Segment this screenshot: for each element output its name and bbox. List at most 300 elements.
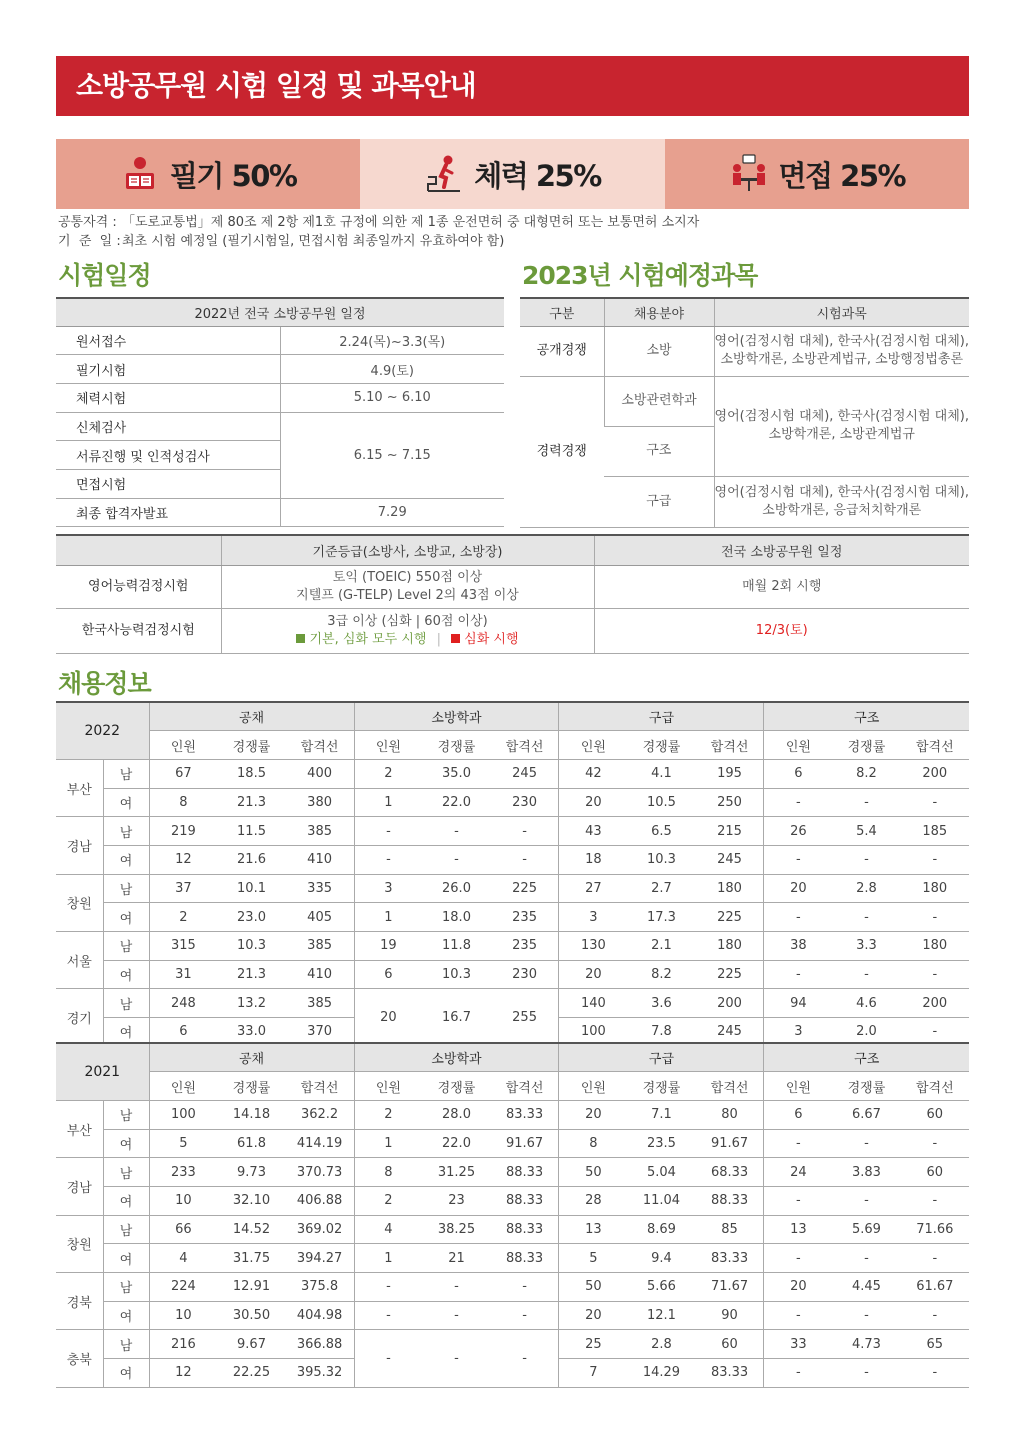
criteria-schedule: 매월 2회 시행 <box>594 565 969 608</box>
cell-value: 14.52 <box>217 1215 285 1244</box>
cell-value: 380 <box>286 788 354 817</box>
gender-label: 여 <box>103 1244 149 1273</box>
cell-value: - <box>832 1244 900 1273</box>
cell-value: - <box>901 788 969 817</box>
cell-value: 31 <box>149 960 217 989</box>
cell-value: 1 <box>354 788 422 817</box>
subjects-field: 구조 <box>604 426 714 476</box>
cell-value: 66 <box>149 1215 217 1244</box>
cell-value: 5 <box>559 1244 627 1273</box>
table-row <box>56 845 969 874</box>
table-row <box>56 355 504 384</box>
gender-label: 여 <box>103 1129 149 1158</box>
green-square-icon <box>296 634 305 643</box>
table-row <box>56 874 969 903</box>
cell-value: - <box>422 845 490 874</box>
schedule-value: 2.24(목)~3.3(목) <box>280 326 504 355</box>
cell-value: 33 <box>764 1330 832 1359</box>
region-name: 경남 <box>56 1158 103 1215</box>
cell-value: 248 <box>149 989 217 1018</box>
cell-value: 3 <box>764 1018 832 1047</box>
ratio-fitness <box>360 139 664 209</box>
cell-value: 6 <box>764 759 832 788</box>
cell-value: - <box>901 845 969 874</box>
subjects-field: 구급 <box>604 476 714 527</box>
cell-value: 83.33 <box>696 1244 764 1273</box>
cell-value: 12.91 <box>217 1273 285 1302</box>
cell-value: 22.0 <box>422 1129 490 1158</box>
cell-value: 18 <box>559 845 627 874</box>
cell-value: 2 <box>354 1186 422 1215</box>
sub-header: 합격선 <box>286 731 354 760</box>
criteria-header: 전국 소방공무원 일정 <box>594 535 969 565</box>
cell-value: 4.1 <box>627 759 695 788</box>
sub-header: 합격선 <box>696 1072 764 1101</box>
cell-value: 83.33 <box>491 1100 559 1129</box>
table-row <box>56 903 969 932</box>
cell-value: 50 <box>559 1273 627 1302</box>
sub-header: 인원 <box>354 731 422 760</box>
cell-value: 20 <box>764 874 832 903</box>
table-row <box>56 498 504 527</box>
gender-label: 여 <box>103 788 149 817</box>
recruit-table-2022 <box>56 701 969 1047</box>
subjects-field: 소방 <box>604 326 714 376</box>
gender-label: 남 <box>103 759 149 788</box>
cell-value: - <box>901 960 969 989</box>
cell-value: 385 <box>286 932 354 961</box>
cell-value: - <box>422 1273 490 1302</box>
cell-value: - <box>764 960 832 989</box>
group-header: 소방학과 <box>354 702 559 731</box>
sub-header: 인원 <box>354 1072 422 1101</box>
cell-value: 375.8 <box>286 1273 354 1302</box>
sub-header: 경쟁률 <box>422 731 490 760</box>
cell-value: 21.3 <box>217 788 285 817</box>
region-name: 경남 <box>56 817 103 874</box>
cell-value: - <box>901 903 969 932</box>
cell-value: 200 <box>696 989 764 1018</box>
cell-value: 2.7 <box>627 874 695 903</box>
cell-value: 4.73 <box>832 1330 900 1359</box>
sub-header: 경쟁률 <box>832 1072 900 1101</box>
cell-value: 225 <box>696 960 764 989</box>
cell-value: 23.5 <box>627 1129 695 1158</box>
cell-value: 5.04 <box>627 1158 695 1187</box>
schedule-value: 4.9(토) <box>280 355 504 384</box>
cell-value: 26 <box>764 817 832 846</box>
schedule-value: 6.15 ~ 7.15 <box>280 412 504 498</box>
cell-value: 3 <box>559 903 627 932</box>
cell-value: 37 <box>149 874 217 903</box>
criteria-name: 영어능력검정시험 <box>56 565 221 608</box>
cell-value: 88.33 <box>696 1186 764 1215</box>
group-header: 구급 <box>559 1043 764 1072</box>
cell-value: 6 <box>354 960 422 989</box>
cell-value: 20 <box>559 1301 627 1330</box>
group-header: 구조 <box>764 702 969 731</box>
cell-value: 50 <box>559 1158 627 1187</box>
sub-header: 경쟁률 <box>832 731 900 760</box>
red-square-icon <box>451 634 460 643</box>
cell-value: 9.73 <box>217 1158 285 1187</box>
cell-value: - <box>901 1129 969 1158</box>
schedule-section-title: 시험일정 <box>58 261 151 290</box>
cell-value: 12.1 <box>627 1301 695 1330</box>
group-header: 공채 <box>149 1043 354 1072</box>
cell-value: - <box>764 788 832 817</box>
criteria-header <box>56 535 221 565</box>
table-row <box>56 1301 969 1330</box>
schedule-table <box>56 297 504 527</box>
cell-value: 90 <box>696 1301 764 1330</box>
cell-value: 394.27 <box>286 1244 354 1273</box>
year-label: 2022 <box>56 702 149 759</box>
cell-value: 60 <box>696 1330 764 1359</box>
gender-label: 여 <box>103 1301 149 1330</box>
cell-value: - <box>491 1301 559 1330</box>
cell-value: - <box>354 1301 422 1330</box>
ratio-written-label: 필기 50% <box>169 158 297 193</box>
criteria-schedule: 12/3(토) <box>594 608 969 653</box>
gender-label: 남 <box>103 1273 149 1302</box>
cell-value: 200 <box>901 989 969 1018</box>
ratio-interview <box>665 139 969 209</box>
gender-label: 남 <box>103 817 149 846</box>
cell-value: 2 <box>354 1100 422 1129</box>
cell-value: - <box>491 1330 559 1387</box>
cell-value: 235 <box>491 932 559 961</box>
cell-value: 230 <box>491 788 559 817</box>
cell-value: 255 <box>491 989 559 1046</box>
sub-header: 합격선 <box>696 731 764 760</box>
recruit-table-2021 <box>56 1042 969 1388</box>
region-name: 경북 <box>56 1273 103 1330</box>
gender-label: 남 <box>103 1330 149 1359</box>
cell-value: 67 <box>149 759 217 788</box>
cell-value: 26.0 <box>422 874 490 903</box>
table-row <box>520 376 969 426</box>
year-label: 2021 <box>56 1043 149 1100</box>
subjects-list: 영어(검정시험 대체), 한국사(검정시험 대체), 소방학개론, 응급처치학개론 <box>714 476 969 527</box>
criteria-name: 한국사능력검정시험 <box>56 608 221 653</box>
cell-value: 8 <box>149 788 217 817</box>
cell-value: 88.33 <box>491 1215 559 1244</box>
criteria-table <box>56 534 969 654</box>
schedule-label: 신체검사 <box>56 412 280 441</box>
cell-value: 385 <box>286 989 354 1018</box>
sub-header: 경쟁률 <box>217 1072 285 1101</box>
cell-value: 1 <box>354 903 422 932</box>
subjects-section-title: 2023년 시험예정과목 <box>522 261 758 290</box>
table-row <box>56 326 504 355</box>
recruit-section-title: 채용정보 <box>58 669 151 698</box>
cell-value: - <box>832 788 900 817</box>
cell-value: 4.45 <box>832 1273 900 1302</box>
cell-value: 315 <box>149 932 217 961</box>
cell-value: 370.73 <box>286 1158 354 1187</box>
table-row <box>56 1100 969 1129</box>
cell-value: 410 <box>286 845 354 874</box>
table-row <box>56 1215 969 1244</box>
cell-value: 9.4 <box>627 1244 695 1273</box>
eligibility-notes <box>58 213 699 251</box>
cell-value: 5.4 <box>832 817 900 846</box>
cell-value: 43 <box>559 817 627 846</box>
cell-value: 13 <box>559 1215 627 1244</box>
cell-value: - <box>354 1330 422 1387</box>
subjects-table <box>520 297 969 528</box>
sub-header: 경쟁률 <box>627 1072 695 1101</box>
cell-value: 4 <box>149 1244 217 1273</box>
cell-value: 400 <box>286 759 354 788</box>
cell-value: - <box>422 1301 490 1330</box>
cell-value: 8.2 <box>832 759 900 788</box>
cell-value: 10.3 <box>217 932 285 961</box>
cell-value: 245 <box>491 759 559 788</box>
qualification-value: 「도로교통법」제 80조 제 2항 제1호 규정에 의한 제 1종 운전면허 중 대형면허 또는 보통면허 소지자 <box>122 215 700 230</box>
cell-value: - <box>832 903 900 932</box>
cell-value: 8.69 <box>627 1215 695 1244</box>
cell-value: 31.25 <box>422 1158 490 1187</box>
cell-value: 16.7 <box>422 989 490 1046</box>
cell-value: 225 <box>696 903 764 932</box>
table-row <box>56 960 969 989</box>
region-name: 서울 <box>56 932 103 989</box>
criteria-header: 기준등급(소방사, 소방교, 소방장) <box>221 535 594 565</box>
table-row <box>56 608 969 653</box>
sub-header: 인원 <box>764 1072 832 1101</box>
ratio-fitness-label: 체력 25% <box>474 158 601 193</box>
gender-label: 남 <box>103 1158 149 1187</box>
cell-value: 32.10 <box>217 1186 285 1215</box>
sub-header: 경쟁률 <box>627 731 695 760</box>
cell-value: 7 <box>559 1359 627 1388</box>
cell-value: 369.02 <box>286 1215 354 1244</box>
group-header: 공채 <box>149 702 354 731</box>
schedule-label: 서류진행 및 인적성검사 <box>56 441 280 470</box>
cell-value: 5.66 <box>627 1273 695 1302</box>
cell-value: 5.69 <box>832 1215 900 1244</box>
cell-value: 27 <box>559 874 627 903</box>
cell-value: 6.5 <box>627 817 695 846</box>
table-row <box>56 1330 969 1359</box>
cell-value: 30.50 <box>217 1301 285 1330</box>
cell-value: 65 <box>901 1330 969 1359</box>
sub-header: 합격선 <box>901 731 969 760</box>
cell-value: 410 <box>286 960 354 989</box>
cell-value: 10.5 <box>627 788 695 817</box>
cell-value: 22.0 <box>422 788 490 817</box>
criteria-grade: 토익 (TOEIC) 550점 이상 지텔프 (G-TELP) Level 2의 43점 이상 <box>221 565 594 608</box>
cell-value: 8.2 <box>627 960 695 989</box>
page-title: 소방공무원 시험 일정 및 과목안내 <box>76 69 476 102</box>
gender-label: 여 <box>103 1186 149 1215</box>
criteria-grade: 3급 이상 (심화 | 60점 이상) 기본, 심화 모두 시행 | 심화 시행 <box>221 608 594 653</box>
cell-value: 35.0 <box>422 759 490 788</box>
cell-value: 13.2 <box>217 989 285 1018</box>
table-row <box>56 817 969 846</box>
schedule-label: 면접시험 <box>56 469 280 498</box>
cell-value: - <box>901 1359 969 1388</box>
cell-value: 219 <box>149 817 217 846</box>
schedule-value: 7.29 <box>280 498 504 527</box>
schedule-header: 2022년 전국 소방공무원 일정 <box>56 298 504 326</box>
cell-value: 180 <box>901 932 969 961</box>
cell-value: 404.98 <box>286 1301 354 1330</box>
group-header: 소방학과 <box>354 1043 559 1072</box>
cell-value: 4.6 <box>832 989 900 1018</box>
table-row <box>56 1129 969 1158</box>
region-name: 충북 <box>56 1330 103 1387</box>
cell-value: 1 <box>354 1244 422 1273</box>
cell-value: 3 <box>354 874 422 903</box>
cell-value: 94 <box>764 989 832 1018</box>
cell-value: 245 <box>696 845 764 874</box>
cell-value: 88.33 <box>491 1244 559 1273</box>
cell-value: 180 <box>901 874 969 903</box>
cell-value: 10.3 <box>422 960 490 989</box>
cell-value: 7.1 <box>627 1100 695 1129</box>
cell-value: 5 <box>149 1129 217 1158</box>
cell-value: 6 <box>149 1018 217 1047</box>
cell-value: 6 <box>764 1100 832 1129</box>
score-ratio-bar <box>56 139 969 209</box>
gender-label: 여 <box>103 1359 149 1388</box>
cell-value: 370 <box>286 1018 354 1047</box>
cell-value: 28 <box>559 1186 627 1215</box>
region-name: 부산 <box>56 1100 103 1157</box>
qualification-key: 공통자격 : <box>58 215 117 230</box>
cell-value: - <box>764 903 832 932</box>
cell-value: - <box>422 1330 490 1387</box>
cell-value: 8 <box>559 1129 627 1158</box>
cell-value: 11.04 <box>627 1186 695 1215</box>
cell-value: 38 <box>764 932 832 961</box>
cell-value: 85 <box>696 1215 764 1244</box>
cell-value: 335 <box>286 874 354 903</box>
gender-label: 남 <box>103 932 149 961</box>
table-row <box>56 1244 969 1273</box>
table-row <box>56 1186 969 1215</box>
gender-label: 여 <box>103 845 149 874</box>
sub-header: 인원 <box>764 731 832 760</box>
gender-label: 남 <box>103 1215 149 1244</box>
gender-label: 여 <box>103 960 149 989</box>
sub-header: 합격선 <box>491 731 559 760</box>
cell-value: 2.1 <box>627 932 695 961</box>
cell-value: - <box>901 1301 969 1330</box>
cell-value: 216 <box>149 1330 217 1359</box>
cell-value: - <box>832 1129 900 1158</box>
cell-value: 406.88 <box>286 1186 354 1215</box>
cell-value: - <box>354 817 422 846</box>
cell-value: - <box>764 1359 832 1388</box>
cell-value: 21.3 <box>217 960 285 989</box>
sub-header: 경쟁률 <box>422 1072 490 1101</box>
cell-value: 8 <box>354 1158 422 1187</box>
cell-value: 180 <box>696 874 764 903</box>
cell-value: - <box>764 1244 832 1273</box>
cell-value: 2.8 <box>627 1330 695 1359</box>
subjects-list: 영어(검정시험 대체), 한국사(검정시험 대체), 소방학개론, 소방관계법규, 소방행정법총론 <box>714 326 969 376</box>
cell-value: 195 <box>696 759 764 788</box>
cell-value: 24 <box>764 1158 832 1187</box>
ratio-interview-label: 면접 25% <box>778 158 906 193</box>
table-row <box>56 1273 969 1302</box>
cell-value: 10.3 <box>627 845 695 874</box>
cell-value: - <box>491 845 559 874</box>
sub-header: 합격선 <box>286 1072 354 1101</box>
cell-value: 7.8 <box>627 1018 695 1047</box>
cell-value: - <box>832 1301 900 1330</box>
subjects-field: 소방관련학과 <box>604 376 714 426</box>
table-row <box>520 326 969 376</box>
cell-value: 2 <box>149 903 217 932</box>
cell-value: 3.6 <box>627 989 695 1018</box>
cell-value: 38.25 <box>422 1215 490 1244</box>
cell-value: 42 <box>559 759 627 788</box>
cell-value: 23.0 <box>217 903 285 932</box>
cell-value: 10 <box>149 1301 217 1330</box>
sub-header: 인원 <box>559 1072 627 1101</box>
gender-label: 남 <box>103 874 149 903</box>
cell-value: 362.2 <box>286 1100 354 1129</box>
cell-value: 14.18 <box>217 1100 285 1129</box>
table-row <box>56 412 504 441</box>
gender-label: 여 <box>103 903 149 932</box>
cell-value: 20 <box>559 960 627 989</box>
cell-value: 61.67 <box>901 1273 969 1302</box>
cell-value: 10.1 <box>217 874 285 903</box>
subjects-category: 경력경쟁 <box>520 376 604 527</box>
cell-value: - <box>491 1273 559 1302</box>
cell-value: - <box>832 845 900 874</box>
cell-value: 10 <box>149 1186 217 1215</box>
cell-value: 33.0 <box>217 1018 285 1047</box>
cell-value: 20 <box>354 989 422 1046</box>
legend-red: 심화 시행 <box>464 631 519 647</box>
cell-value: 140 <box>559 989 627 1018</box>
cell-value: - <box>832 1186 900 1215</box>
group-header: 구조 <box>764 1043 969 1072</box>
cell-value: 385 <box>286 817 354 846</box>
cell-value: - <box>832 960 900 989</box>
cell-value: 20 <box>559 1100 627 1129</box>
table-row <box>56 1158 969 1187</box>
sub-header: 합격선 <box>901 1072 969 1101</box>
cell-value: 88.33 <box>491 1158 559 1187</box>
cell-value: 17.3 <box>627 903 695 932</box>
cell-value: 230 <box>491 960 559 989</box>
cell-value: - <box>491 817 559 846</box>
cell-value: 22.25 <box>217 1359 285 1388</box>
cell-value: 60 <box>901 1100 969 1129</box>
cell-value: 91.67 <box>696 1129 764 1158</box>
table-row <box>56 788 969 817</box>
cell-value: 3.83 <box>832 1158 900 1187</box>
cell-value: 2 <box>354 759 422 788</box>
cell-value: 68.33 <box>696 1158 764 1187</box>
gender-label: 여 <box>103 1018 149 1047</box>
cell-value: - <box>901 1018 969 1047</box>
cell-value: - <box>764 845 832 874</box>
cell-value: 250 <box>696 788 764 817</box>
schedule-label: 체력시험 <box>56 383 280 412</box>
cell-value: 100 <box>559 1018 627 1047</box>
cell-value: 185 <box>901 817 969 846</box>
cell-value: 12 <box>149 845 217 874</box>
